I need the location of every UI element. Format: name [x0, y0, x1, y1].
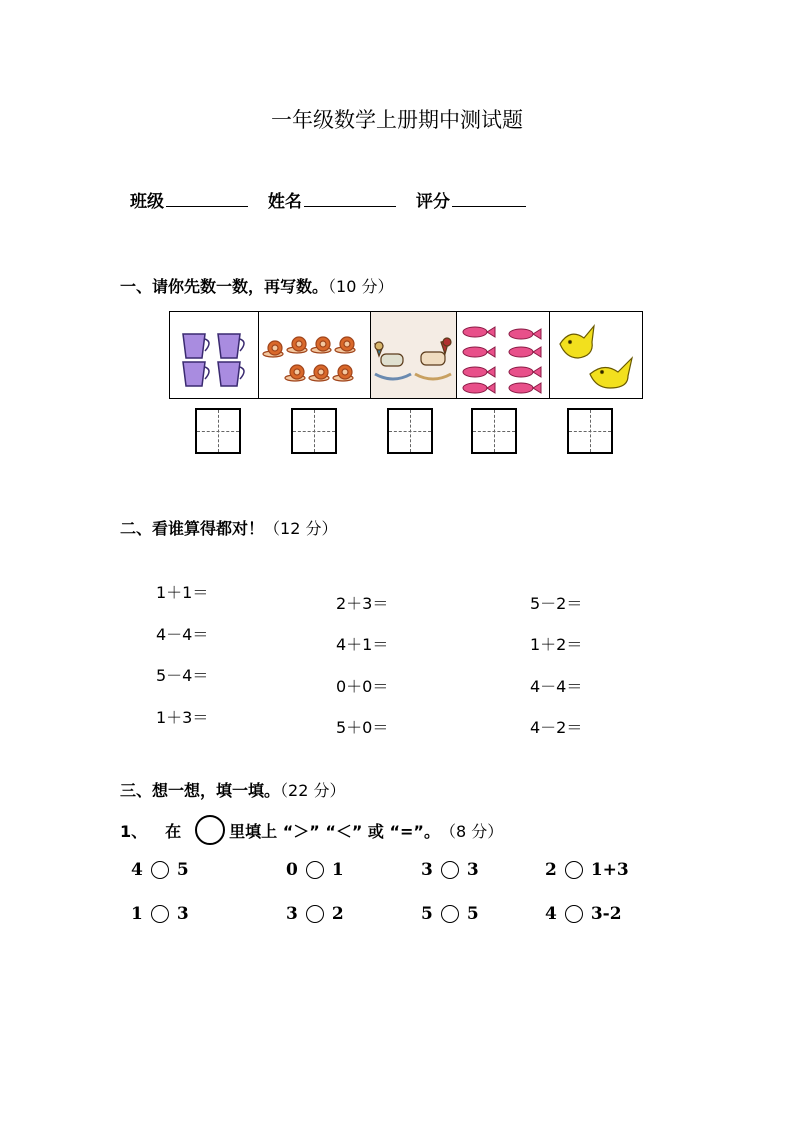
comparison-item — [421, 904, 479, 924]
answer-box-snails[interactable] — [291, 408, 337, 454]
comparison-item — [286, 904, 344, 924]
comparison-item — [131, 860, 189, 880]
compare-left: 3 — [286, 904, 298, 924]
section1-heading — [120, 274, 393, 297]
compare-right: 5 — [176, 860, 189, 880]
compare-left: 4 — [545, 904, 557, 924]
compare-left: 5 — [421, 904, 433, 924]
comparison-item — [545, 860, 629, 880]
section3-heading — [120, 778, 345, 801]
snail-cell — [259, 312, 371, 398]
picture-table — [169, 311, 643, 399]
answer-box-fish[interactable] — [471, 408, 517, 454]
compare-right: 1 — [331, 860, 344, 880]
compare-right: 1+3 — [590, 860, 629, 880]
compare-right: 3-2 — [590, 904, 622, 924]
fish-cell — [457, 312, 550, 398]
circle-icon — [195, 815, 225, 845]
equation: 0＋0＝ — [336, 677, 389, 696]
section3-title: 三、想一想，填一填。 — [120, 781, 281, 800]
question-text-post: 里填上 “＞” “＜” 或 “=”。 — [229, 821, 440, 841]
compare-circle[interactable] — [306, 861, 324, 879]
compare-left: 2 — [545, 860, 557, 880]
equation: 5＋0＝ — [336, 718, 389, 737]
question-text-pre: 在 — [165, 821, 182, 841]
score-blank[interactable] — [452, 192, 526, 207]
section2-points: （12 分） — [264, 519, 338, 538]
class-label: 班级 — [130, 192, 164, 212]
equation: 2＋3＝ — [336, 594, 389, 613]
name-label: 姓名 — [267, 192, 302, 212]
compare-right: 3 — [176, 904, 189, 924]
compare-left: 1 — [131, 904, 143, 924]
section3-points: （22 分） — [280, 781, 346, 800]
compare-right: 2 — [331, 904, 344, 924]
equation: 4－4＝ — [530, 677, 583, 696]
answer-box-cups[interactable] — [195, 408, 241, 454]
compare-circle[interactable] — [151, 861, 169, 879]
compare-left: 4 — [131, 860, 143, 880]
comparison-item — [286, 860, 344, 880]
compare-left: 3 — [421, 860, 433, 880]
question-points: （8 分） — [439, 821, 504, 841]
equation: 4＋1＝ — [336, 635, 389, 654]
section1-points: （10 分） — [328, 277, 394, 296]
question-1 — [120, 815, 503, 845]
compare-circle[interactable] — [565, 861, 583, 879]
equation: 1＋3＝ — [156, 708, 209, 727]
question-number: 1、 — [120, 821, 148, 841]
answer-box-horses[interactable] — [387, 408, 433, 454]
horse-cell — [371, 312, 457, 398]
compare-right: 5 — [466, 904, 479, 924]
name-blank[interactable] — [304, 192, 396, 207]
compare-left: 0 — [286, 860, 298, 880]
equation: 5－2＝ — [530, 594, 583, 613]
student-info — [130, 187, 540, 212]
compare-circle[interactable] — [306, 905, 324, 923]
equation: 1＋1＝ — [156, 583, 209, 602]
compare-circle[interactable] — [565, 905, 583, 923]
compare-circle[interactable] — [441, 905, 459, 923]
equation: 1＋2＝ — [530, 635, 583, 654]
page-title: 一年级数学上册期中测试题 — [271, 108, 523, 132]
compare-circle[interactable] — [441, 861, 459, 879]
fish-icon — [457, 312, 549, 398]
comparison-item — [545, 904, 622, 924]
rocking-horse-icon — [371, 312, 456, 398]
score-label: 评分 — [415, 192, 450, 212]
section2-title: 二、看谁算得都对！ — [120, 519, 265, 538]
comparison-item — [131, 904, 189, 924]
comparison-item — [421, 860, 479, 880]
section1-title: 一、请你先数一数，再写数。 — [120, 277, 329, 296]
snail-icon — [259, 312, 370, 398]
section2-heading — [120, 516, 337, 539]
equation: 4－2＝ — [530, 718, 583, 737]
cup-cell — [170, 312, 259, 398]
class-blank[interactable] — [166, 192, 248, 207]
bird-cell — [550, 312, 642, 398]
equation: 5－4＝ — [156, 666, 209, 685]
compare-right: 3 — [466, 860, 479, 880]
compare-circle[interactable] — [151, 905, 169, 923]
answer-box-birds[interactable] — [567, 408, 613, 454]
bird-icon — [550, 312, 642, 398]
cup-icon — [170, 312, 258, 398]
equation: 4－4＝ — [156, 625, 209, 644]
